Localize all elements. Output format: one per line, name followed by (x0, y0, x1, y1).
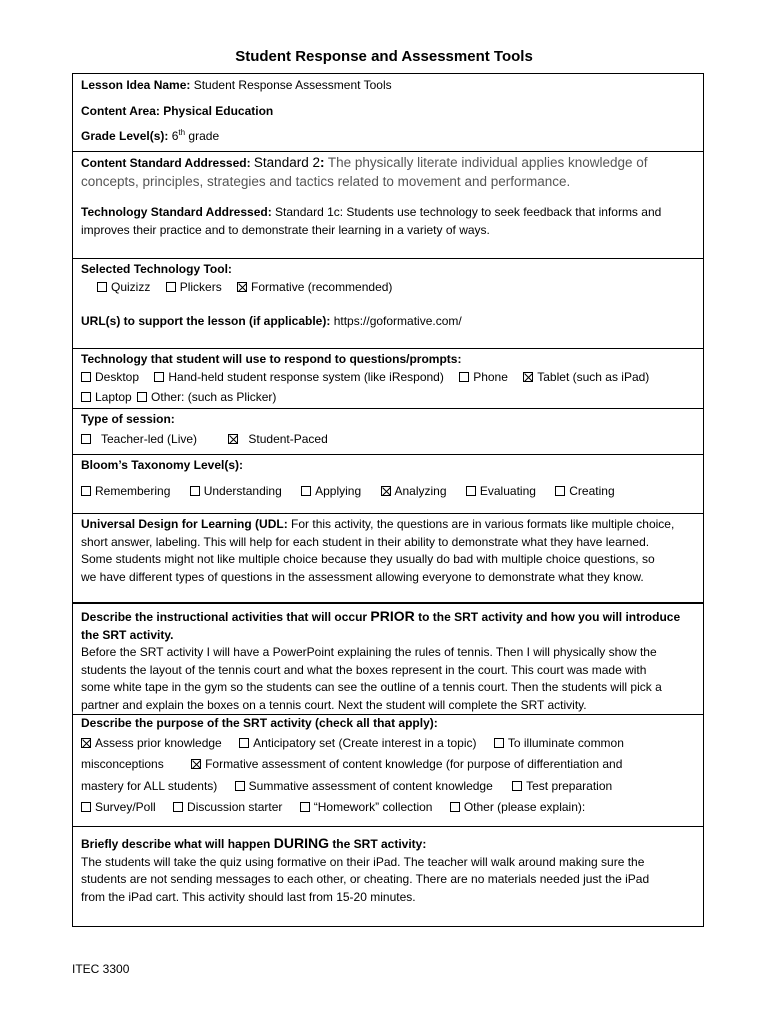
purpose-section: Describe the purpose of the SRT activity (check all that apply): Assess prior knowledge Anticipatory set (Create interest in a topic) To illuminate common misconceptions Formative assessment of content knowledge (for purpose of differentiation and mastery for ALL students) Summative assessment of content knowledge Test preparation Survey/Poll Discussion starter “Homework” collection Other (please explain): (73, 714, 703, 826)
tool-option-plickers[interactable]: Plickers (166, 279, 222, 297)
checkbox-icon[interactable] (154, 372, 164, 382)
grade-number: 6 (171, 129, 179, 143)
checkbox-icon[interactable] (190, 486, 200, 496)
checked-checkbox-icon[interactable] (523, 372, 533, 382)
purpose-option-discussion[interactable]: Discussion starter (173, 797, 282, 819)
grade-suffix: th (178, 128, 186, 137)
grade-word: grade (188, 129, 220, 143)
purpose-option-homework[interactable]: “Homework” collection (300, 797, 433, 819)
url-label: URL(s) to support the lesson (if applicable): (81, 314, 331, 328)
checkbox-icon[interactable] (81, 372, 91, 382)
checked-checkbox-icon[interactable] (237, 282, 247, 292)
purpose-option-misconceptions[interactable]: To illuminate common (494, 733, 624, 755)
checkbox-icon[interactable] (555, 486, 565, 496)
tech-standard-label: Technology Standard Addressed: (81, 205, 272, 219)
purpose-option-other[interactable]: Other (please explain): (450, 797, 585, 819)
purpose-option-test-prep[interactable]: Test preparation (512, 776, 612, 798)
session-option-student-paced[interactable]: Student-Paced (228, 431, 327, 449)
blooms-taxonomy-section (73, 454, 703, 513)
prior-activities-section: Describe the instructional activities that will occur PRIOR to the SRT activity and how you will introduce the SRT activity. Before the SRT activity I will have a PowerPoint explaining the rules of tennis. Then I will physically show the students the layout of the tennis court and what the boxes represent in the court. This court was made with some white tape in the gym so the students can see the outline of a tennis court. Then the students will pick a partner and explain the boxes on a tennis court. Next the student will complete the SRT activity. (73, 602, 703, 714)
checked-checkbox-icon[interactable] (81, 738, 91, 748)
session-option-teacher-led[interactable]: Teacher-led (Live) (81, 431, 197, 449)
checkbox-icon[interactable] (450, 802, 460, 812)
page-title: Student Response and Assessment Tools (235, 48, 533, 65)
checkbox-icon[interactable] (81, 486, 91, 496)
technology-tool-section (73, 258, 703, 348)
blooms-option-analyzing[interactable]: Analyzing (381, 483, 447, 501)
checkbox-icon[interactable] (81, 392, 91, 402)
tool-option-formative[interactable]: Formative (recommended) (237, 279, 392, 297)
respond-label: Technology that student will use to respond to questions/prompts: (81, 352, 462, 366)
checkbox-icon[interactable] (459, 372, 469, 382)
checked-checkbox-icon[interactable] (191, 759, 201, 769)
udl-section: Universal Design for Learning (UDL: For this activity, the questions are in various formats like multiple choice, short answer, labeling. This will help for each student in their ability to demonstrate what they have learned. Some students might not like multiple choice because they usually do bad with multiple choice questions, so we have different types of questions in the assessment allowing everyone to demonstrate what they know. (73, 513, 703, 602)
session-type-section (73, 408, 703, 454)
checked-checkbox-icon[interactable] (381, 486, 391, 496)
content-standard-label: Content Standard Addressed: (81, 156, 251, 170)
checkbox-icon[interactable] (137, 392, 147, 402)
purpose-option-anticipatory[interactable]: Anticipatory set (Create interest in a topic) (239, 733, 476, 755)
tech-standard-text: Standard 1c: Students use technology to seek feedback that informs and (275, 205, 662, 219)
respond-technology-section (73, 348, 703, 408)
checkbox-icon[interactable] (81, 434, 91, 444)
checkbox-icon[interactable] (494, 738, 504, 748)
checkbox-icon[interactable] (97, 282, 107, 292)
during-emphasis: DURING (273, 835, 329, 851)
url-value[interactable]: https://goformative.com/ (333, 314, 462, 328)
lesson-name-value: Student Response Assessment Tools (193, 78, 392, 92)
tech-standard-text-2: improves their practice and to demonstrate their learning in a variety of ways. (81, 222, 490, 237)
respond-option-other[interactable]: Other: (such as Plicker) (137, 389, 276, 407)
checkbox-icon[interactable] (300, 802, 310, 812)
session-label: Type of session: (81, 412, 175, 426)
purpose-option-prior-knowledge[interactable]: Assess prior knowledge (81, 733, 222, 755)
purpose-option-summative[interactable]: Summative assessment of content knowledge (235, 776, 493, 798)
blooms-option-applying[interactable]: Applying (301, 483, 361, 501)
lesson-form (72, 73, 704, 927)
lesson-name-label: Lesson Idea Name: (81, 78, 191, 92)
prior-emphasis: PRIOR (370, 608, 415, 624)
respond-option-laptop[interactable]: Laptop (81, 389, 132, 407)
during-activity-section: Briefly describe what will happen DURING the SRT activity: The students will take the quiz using formative on their iPad. The teacher will walk around making sure the students are not sending messages to each other, or cheating. There are no materials needed just the iPad from the iPad cart. This activity should last from 15-20 minutes. (73, 826, 703, 926)
checked-checkbox-icon[interactable] (228, 434, 238, 444)
content-standard-text-2: concepts, principles, strategies and tactics related to movement and performance. (81, 173, 571, 189)
checkbox-icon[interactable] (173, 802, 183, 812)
checkbox-icon[interactable] (466, 486, 476, 496)
checkbox-icon[interactable] (512, 781, 522, 791)
blooms-option-remembering[interactable]: Remembering (81, 483, 170, 501)
tool-label: Selected Technology Tool: (81, 262, 232, 276)
blooms-option-creating[interactable]: Creating (555, 483, 614, 501)
respond-option-tablet[interactable]: Tablet (such as iPad) (523, 369, 649, 387)
grade-label: Grade Level(s): (81, 129, 169, 143)
content-standard-text: The physically literate individual applies knowledge of (327, 155, 648, 170)
footer-course-code: ITEC 3300 (72, 962, 130, 976)
checkbox-icon[interactable] (166, 282, 176, 292)
content-standard-number: Standard 2 (253, 155, 320, 170)
content-area: Content Area: Physical Education (81, 103, 274, 118)
checkbox-icon[interactable] (239, 738, 249, 748)
standards-section: Content Standard Addressed: Standard 2: The physically literate individual applies knowledge of concepts, principles, strategies and tactics related to movement and performance. Technology Standard Addressed: Standard 1c: Students use technology to seek feedback that informs and improves their practice and to demonstrate their learning in a variety of ways. (73, 151, 703, 258)
checkbox-icon[interactable] (81, 802, 91, 812)
purpose-option-formative[interactable]: Formative assessment of content knowledge (for purpose of differentiation and (191, 757, 622, 771)
respond-option-phone[interactable]: Phone (459, 369, 508, 387)
blooms-option-evaluating[interactable]: Evaluating (466, 483, 536, 501)
blooms-option-understanding[interactable]: Understanding (190, 483, 282, 501)
checkbox-icon[interactable] (301, 486, 311, 496)
purpose-option-survey[interactable]: Survey/Poll (81, 797, 156, 819)
lesson-info-section (73, 74, 703, 151)
tool-option-quizizz[interactable]: Quizizz (97, 279, 150, 297)
checkbox-icon[interactable] (235, 781, 245, 791)
udl-label: Universal Design for Learning (UDL: (81, 517, 288, 531)
respond-option-handheld[interactable]: Hand-held student response system (like iRespond) (154, 369, 443, 387)
respond-option-desktop[interactable]: Desktop (81, 369, 139, 387)
blooms-label: Bloom’s Taxonomy Level(s): (81, 458, 244, 472)
purpose-label: Describe the purpose of the SRT activity (check all that apply): (81, 716, 438, 730)
